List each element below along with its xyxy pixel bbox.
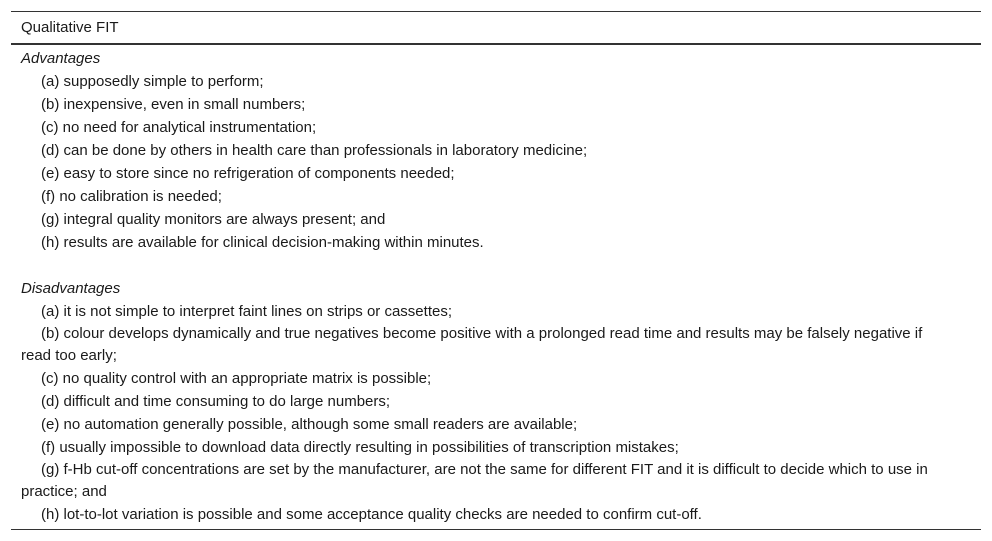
- advantage-item: (h) results are available for clinical decision-making within minutes.: [41, 234, 484, 251]
- advantage-item: (f) no calibration is needed;: [41, 188, 222, 205]
- disadvantage-item: (h) lot-to-lot variation is possible and some acceptance quality checks are needed to confirm cut-off.: [41, 506, 702, 523]
- advantage-item: (c) no need for analytical instrumentation;: [41, 119, 317, 136]
- advantage-item: (d) can be done by others in health care than professionals in laboratory medicine;: [41, 142, 588, 159]
- disadvantages-title: Disadvantages: [21, 280, 121, 297]
- table-body: [11, 45, 981, 529]
- advantage-item: (e) easy to store since no refrigeration of components needed;: [41, 165, 455, 182]
- disadvantage-item: (e) no automation generally possible, although some small readers are available;: [41, 416, 578, 433]
- disadvantage-item: (a) it is not simple to interpret faint lines on strips or cassettes;: [41, 303, 452, 320]
- disadvantage-item: (g) f-Hb cut-off concentrations are set by the manufacturer, are not the same for different FIT and it is difficult to decide which to use in practice; and: [21, 461, 928, 500]
- fit-table: [11, 11, 981, 530]
- advantage-item: (g) integral quality monitors are always present; and: [41, 211, 386, 228]
- disadvantage-item: (c) no quality control with an appropriate matrix is possible;: [41, 370, 432, 387]
- advantage-item: (b) inexpensive, even in small numbers;: [41, 96, 306, 113]
- advantages-title: Advantages: [21, 50, 101, 67]
- table-header: Qualitative FIT: [11, 12, 981, 45]
- advantage-item: (a) supposedly simple to perform;: [41, 73, 264, 90]
- disadvantage-item: (d) difficult and time consuming to do large numbers;: [41, 393, 391, 410]
- disadvantage-item: (b) colour develops dynamically and true negatives become positive with a prolonged read time and results may be falsely negative if read too early;: [21, 325, 923, 364]
- disadvantage-item: (f) usually impossible to download data directly resulting in possibilities of transcription mistakes;: [41, 439, 679, 456]
- section-spacer: [21, 254, 971, 277]
